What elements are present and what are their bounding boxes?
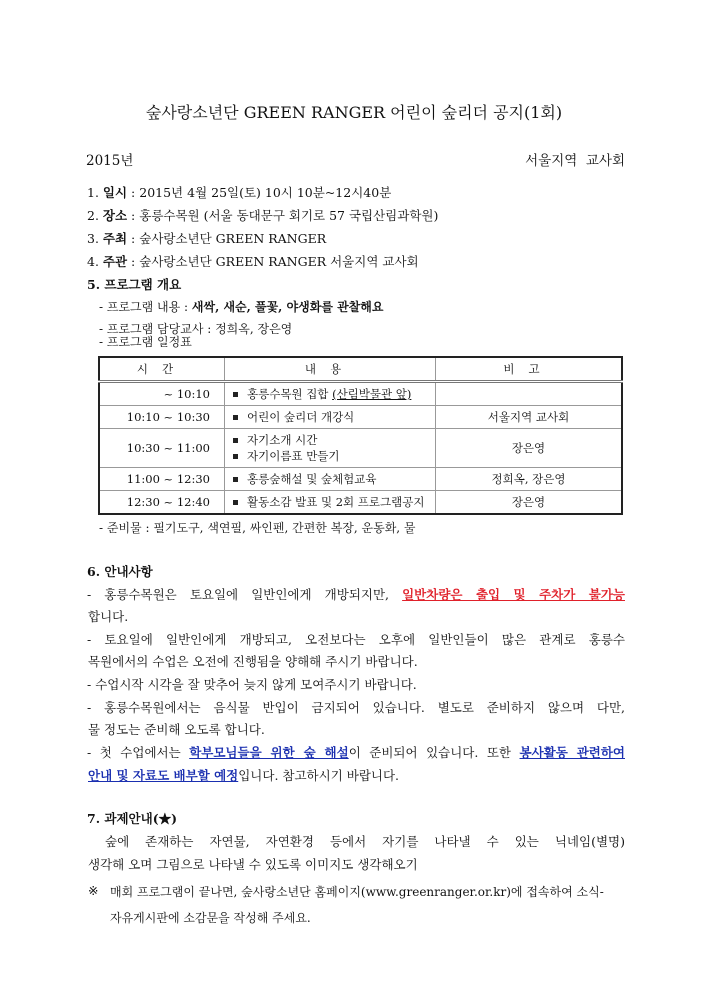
row-time: 11:00 ~ 12:30	[99, 468, 225, 491]
item-number: 4.	[87, 254, 99, 269]
assignment-line1: 숲에 존재하는 자연물, 자연환경 등에서 자기를 나타낼 수 있는 닉네임(별명)	[105, 834, 625, 849]
notice-text: - 홍릉수목원은 토요일에 일반인에게 개방되지만,	[87, 587, 403, 602]
item-sep: :	[127, 231, 140, 246]
table-header-row	[99, 357, 622, 382]
schedule-table	[98, 356, 623, 515]
row-note: 장은영	[436, 491, 623, 515]
notice-p4-line1: - 홍릉수목원에서는 음식물 반입이 금지되어 있습니다. 별도로 준비하지 않으며 다만,	[87, 700, 625, 715]
notice-text: - 첫 수업에서는	[87, 745, 190, 760]
item-number: 3.	[87, 231, 99, 246]
program-schedule-label: - 프로그램 일정표	[99, 335, 192, 349]
notice-p2-line1: - 토요일에 일반인에게 개방되고, 오전보다는 오후에 일반인들이 많은 관계로 홍릉수	[87, 632, 625, 647]
item-value: 2015년 4월 25일(토) 10시 10분~12시40분	[139, 185, 392, 200]
item-value: 숲사랑소년단 GREEN RANGER 서울지역 교사회	[139, 254, 419, 269]
notice-p5-line1	[87, 743, 625, 761]
row-time: 12:30 ~ 12:40	[99, 491, 225, 515]
content-text: 자기이름표 만들기	[247, 449, 340, 463]
organization: 서울지역 교사회	[525, 153, 625, 169]
row-time: 10:30 ~ 11:00	[99, 429, 225, 468]
bullet-icon	[233, 454, 238, 459]
notice-p4-line2: 물 정도는 준비해 오도록 합니다.	[88, 722, 265, 737]
item-number: 1.	[87, 185, 99, 200]
program-heading: 5. 프로그램 개요	[87, 277, 182, 292]
row-time: ~ 10:10	[99, 382, 225, 406]
item-sep: :	[127, 208, 140, 223]
program-teacher-value: 정희옥, 장은영	[215, 322, 293, 336]
item-label: 주관	[102, 254, 128, 269]
content-text: 홍릉숲해설 및 숲체험교육	[247, 472, 377, 486]
item-label: 주최	[102, 231, 128, 246]
row-time: 10:10 ~ 10:30	[99, 406, 225, 429]
content-line	[231, 448, 429, 464]
notice-p1-line1	[87, 585, 625, 603]
bullet-icon	[233, 392, 238, 397]
item-value: 홍릉수목원 (서울 동대문구 회기로 57 국립산림과학원)	[139, 208, 439, 223]
notice-highlight-red: 일반차량은 출입 및 주차가 불가능	[402, 587, 625, 602]
supplies: - 준비물 : 필기도구, 색연필, 싸인펜, 간편한 복장, 운동화, 물	[99, 521, 416, 535]
content-text: 활동소감 발표 및 2회 프로그램공지	[247, 495, 425, 509]
bullet-icon	[233, 500, 238, 505]
notice-heading: 6. 안내사항	[87, 564, 153, 579]
bullet-icon	[233, 477, 238, 482]
item-place	[87, 206, 438, 224]
row-note: 장은영	[436, 429, 623, 468]
bullet-icon	[233, 415, 238, 420]
item-value: 숲사랑소년단 GREEN RANGER	[139, 231, 327, 246]
notice-text: 입니다. 참고하시기 바랍니다.	[238, 768, 400, 783]
header-time: 시간	[99, 357, 225, 382]
item-label: 장소	[102, 208, 128, 223]
content-text: 어린이 숲리더 개강식	[247, 410, 355, 424]
table-row	[99, 406, 622, 429]
item-sep: :	[127, 254, 140, 269]
content-text: 홍릉수목원 집합	[247, 387, 333, 401]
notice-p5-line2	[88, 766, 399, 784]
row-note	[436, 382, 623, 406]
footer-line1: 매회 프로그램이 끝나면, 숲사랑소년단 홈페이지(www.greenranger.or.kr)에 접속하여 소식-	[110, 885, 604, 899]
footer-mark: ※	[88, 883, 99, 898]
item-label: 일시	[102, 185, 128, 200]
table-row	[99, 468, 622, 491]
row-content	[225, 491, 436, 515]
program-content-label: - 프로그램 내용 :	[99, 300, 192, 314]
item-number: 2.	[87, 208, 99, 223]
content-underlined: (산림박물관 앞)	[332, 387, 412, 401]
notice-highlight-blue: 봉사활동 관련하여	[519, 745, 625, 760]
row-content	[225, 406, 436, 429]
table-row	[99, 382, 622, 406]
year: 2015년	[86, 153, 134, 169]
notice-p2-line2: 목원에서의 수업은 오전에 진행됨을 양해해 주시기 바랍니다.	[88, 654, 418, 669]
bullet-icon	[233, 438, 238, 443]
row-content	[225, 468, 436, 491]
header-note: 비고	[436, 357, 623, 382]
program-content	[99, 298, 383, 315]
notice-text: 이 준비되어 있습니다. 또한	[348, 745, 520, 760]
content-text: 자기소개 시간	[247, 433, 318, 447]
notice-p1-line2: 합니다.	[88, 609, 129, 624]
content-line	[231, 432, 429, 448]
assignment-heading: 7. 과제안내(★)	[87, 811, 178, 826]
item-date	[87, 183, 391, 201]
item-host	[87, 229, 326, 247]
table-row	[99, 429, 622, 468]
notice-p3: - 수업시작 시각을 잘 맞추어 늦지 않게 모여주시기 바랍니다.	[87, 677, 417, 692]
item-organizer	[87, 252, 419, 270]
notice-highlight-blue: 학부모님들을 위한 숲 해설	[189, 745, 349, 760]
row-content	[225, 429, 436, 468]
header-content: 내용	[225, 357, 436, 382]
program-content-value: 새싹, 새순, 풀꽃, 야생화를 관찰해요	[191, 300, 384, 314]
row-note: 정희옥, 장은영	[436, 468, 623, 491]
notice-highlight-blue: 안내 및 자료도 배부할 예정	[88, 768, 239, 783]
program-teacher-label: - 프로그램 담당교사 :	[99, 322, 216, 336]
assignment-line2: 생각해 오며 그림으로 나타낼 수 있도록 이미지도 생각해오기	[88, 857, 418, 872]
footer-line2: 자유게시판에 소감문을 작성해 주세요.	[110, 911, 311, 925]
table-row	[99, 491, 622, 515]
document-title: 숲사랑소년단 GREEN RANGER 어린이 숲리더 공지(1회)	[145, 103, 563, 122]
row-note: 서울지역 교사회	[436, 406, 623, 429]
item-sep: :	[127, 185, 140, 200]
row-content	[225, 382, 436, 406]
